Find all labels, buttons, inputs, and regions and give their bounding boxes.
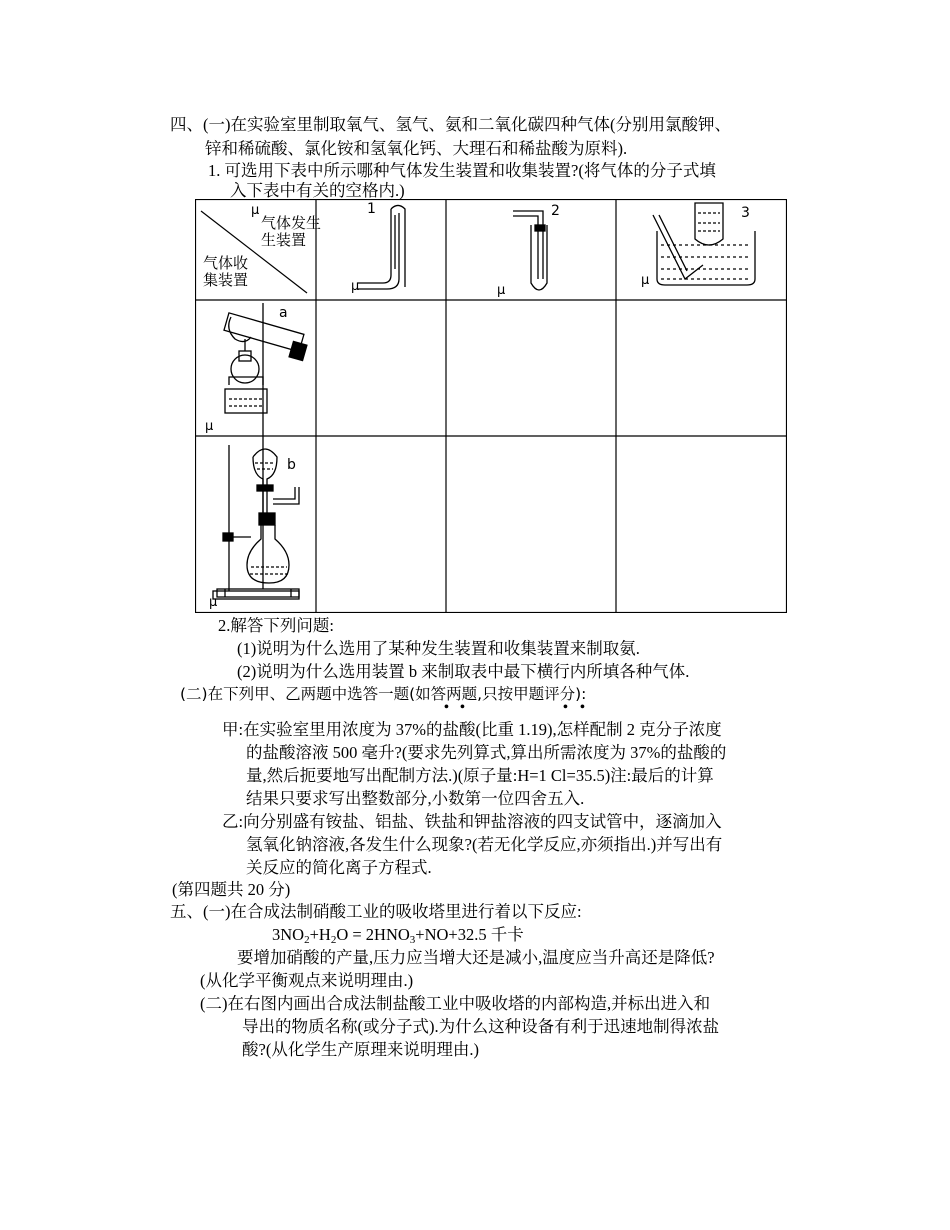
- header-collector-label: 气体收 集装置: [203, 254, 249, 289]
- emphasis-dot: •: [444, 700, 449, 715]
- apparatus-2-icon: [513, 211, 547, 290]
- table-grid-lines: [195, 199, 787, 613]
- part2-heading: (二)在下列甲、乙两题中选答一题(如答两题,只按甲题评分):: [180, 685, 587, 703]
- mu-mark: μ: [351, 279, 360, 294]
- section5-heading: 五、(一)在合成法制硝酸工业的吸收塔里进行着以下反应:: [170, 902, 582, 921]
- section5-p2-line2: 导出的物质名称(或分子式).为什么这种设备有利于迅速地制得浓盐: [242, 1017, 720, 1036]
- yi-line3: 关反应的简化离子方程式.: [246, 858, 432, 877]
- apparatus-table: [195, 199, 787, 613]
- apparatus-2-label: 2: [551, 203, 560, 219]
- reaction-equation: $3NO_2+H_2O = 2HNO_3+NO+32.5$ 千卡: [272, 925, 524, 946]
- section5-q-line2: (从化学平衡观点来说明理由.): [200, 971, 414, 990]
- emphasis-dot: •: [563, 700, 568, 715]
- emphasis-dot: •: [580, 700, 585, 715]
- apparatus-3-icon: [653, 203, 755, 285]
- q1-line1: 1. 可选用下表中所示哪种气体发生装置和收集装置?(将气体的分子式填: [208, 161, 716, 180]
- section4-heading-line2: 锌和稀硫酸、氯化铵和氢氧化钙、大理石和稀盐酸为原料).: [205, 139, 628, 158]
- jia-line2: 的盐酸溶液 500 毫升?(要求先列算式,算出所需浓度为 37%的盐酸的: [246, 743, 727, 762]
- yi-line1: 乙:向分别盛有铵盐、铝盐、铁盐和钾盐溶液的四支试管中，逐滴加入: [222, 812, 722, 831]
- apparatus-3-label: 3: [741, 205, 750, 221]
- mu-mark: μ: [205, 419, 214, 434]
- jia-line4: 结果只要求写出整数部分,小数第一位四舍五入.: [246, 789, 585, 808]
- apparatus-b-label: b: [287, 457, 296, 473]
- apparatus-1-label: 1: [367, 201, 376, 217]
- emphasis-dot: •: [460, 700, 465, 715]
- header-generator-label: 气体发生 生装置: [261, 214, 322, 249]
- yi-line2: 氢氧化钠溶液,各发生什么现象?(若无化学反应,亦须指出.)并写出有: [246, 835, 723, 854]
- q2-title: 2.解答下列问题:: [218, 616, 334, 635]
- apparatus-1-icon: [357, 206, 405, 290]
- section4-heading-line1: 四、(一)在实验室里制取氧气、氢气、氨和二氧化碳四种气体(分别用氯酸钾、: [170, 115, 731, 134]
- jia-line3: 量,然后扼要地写出配制方法.)(原子量:H=1 Cl=35.5)注:最后的计算: [246, 766, 714, 785]
- section5-p2-line1: (二)在右图内画出合成法制盐酸工业中吸收塔的内部构造,并标出进入和: [200, 994, 711, 1013]
- mu-mark: μ: [209, 595, 218, 610]
- apparatus-a-label: a: [279, 305, 288, 321]
- section5-q-line1: 要增加硝酸的产量,压力应当增大还是减小,温度应当升高还是降低?: [237, 948, 715, 967]
- mu-mark: μ: [251, 203, 260, 218]
- q2-item1: (1)说明为什么选用了某种发生装置和收集装置来制取氨.: [237, 639, 640, 658]
- q1-line2: 入下表中有关的空格内.): [230, 181, 405, 200]
- section5-p2-line3: 酸?(从化学生产原理来说明理由.): [242, 1040, 479, 1059]
- score-note: (第四题共 20 分): [172, 880, 291, 899]
- mu-mark: μ: [641, 273, 650, 288]
- q2-item2: (2)说明为什么选用装置 b 来制取表中最下横行内所填各种气体.: [237, 662, 690, 681]
- jia-line1: 甲:在实验室里用浓度为 37%的盐酸(比重 1.19),怎样配制 2 克分子浓度: [222, 720, 722, 739]
- mu-mark: μ: [497, 283, 506, 298]
